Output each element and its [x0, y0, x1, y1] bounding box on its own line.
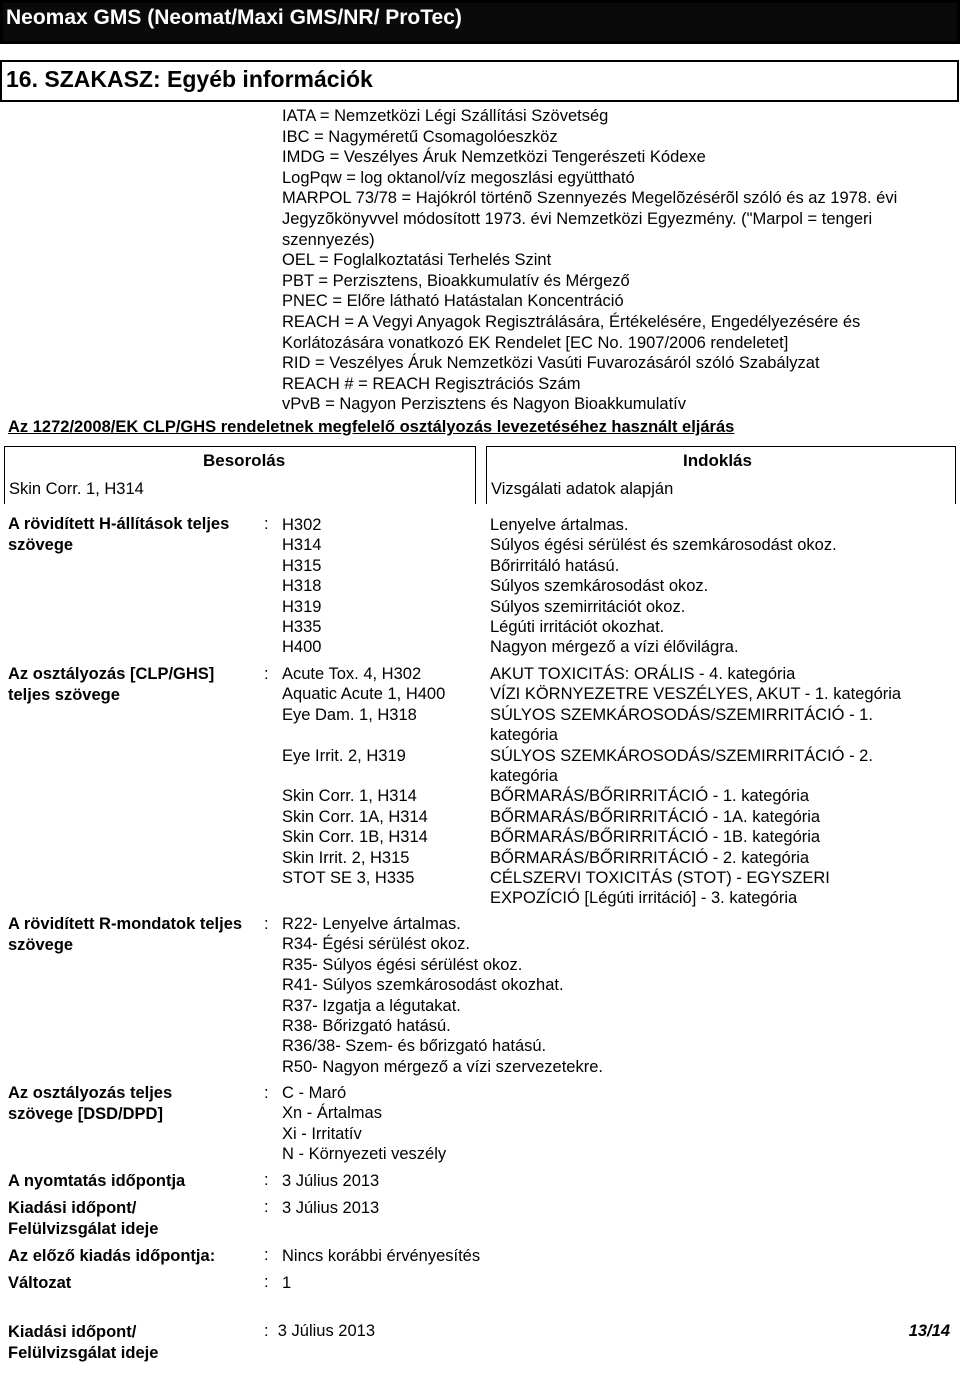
clp-code: Eye Dam. 1, H318 — [282, 705, 417, 724]
dsd-code: C - Maró — [282, 1084, 347, 1102]
classification-procedure-title: Az 1272/2008/EK CLP/GHS rendeletnek megfelelő osztályozás levezetéséhez használt eljárás — [8, 418, 735, 436]
clp-text: SÚLYOS SZEMKÁROSODÁS/SZEMIRRITÁCIÓ - 2. — [490, 746, 873, 765]
colon: : — [264, 1171, 269, 1189]
clp-text-list — [490, 664, 901, 909]
clp-code — [282, 725, 445, 745]
r-phrase: R38- Bőrizgató hatású. — [282, 1017, 451, 1036]
h-text-list — [490, 515, 837, 658]
abbreviation-item: OEL = Foglalkoztatási Terhelés Szint — [282, 251, 552, 270]
abbreviation-item: PBT = Perzisztens, Bioakkumulatív és Mérgező — [282, 271, 630, 290]
clp-text: VÍZI KÖRNYEZETRE VESZÉLYES, AKUT - 1. kategória — [490, 685, 902, 704]
abbreviation-item: vPvB = Nagyon Perzisztens és Nagyon Bioakkumulatív — [282, 395, 686, 414]
abbreviation-item: MARPOL 73/78 = Hajókról történõ Szennyezés Megelõzésérõl szóló és az 1978. évi Jegyzõkönyvvel módosított 1973. évi Nemzetközi Egyezmény. ("Marpol = tengeri szennyezés) — [282, 189, 898, 249]
clp-text: kategória — [490, 726, 558, 745]
colon: : — [264, 1322, 269, 1340]
clp-code: Eye Irrit. 2, H319 — [282, 746, 406, 765]
colon: : — [264, 665, 269, 683]
justification-header: Indoklás — [683, 451, 752, 470]
dsd-code: Xn - Ártalmas — [282, 1104, 382, 1123]
clp-classification-label: Az osztályozás [CLP/GHS] teljes szövege — [8, 665, 215, 704]
version-label: Változat — [8, 1274, 72, 1292]
r-phrase: R34- Égési sérülést okoz. — [282, 935, 471, 954]
h-code-list — [282, 515, 321, 658]
h-code: H319 — [282, 597, 322, 616]
clp-code: Skin Corr. 1A, H314 — [282, 807, 428, 826]
classification-table — [0, 446, 960, 503]
colon: : — [264, 515, 269, 533]
h-text: Súlyos szemirritációt okoz. — [490, 597, 686, 616]
dsd-classification-label: Az osztályozás teljes szövege [DSD/DPD] — [8, 1084, 173, 1123]
section-title: 16. SZAKASZ: Egyéb információk — [6, 66, 373, 92]
abbreviation-item: LogPqw = log oktanol/víz megoszlási együttható — [282, 168, 635, 187]
h-text: Súlyos égési sérülést és szemkárosodást okoz. — [490, 536, 837, 555]
dsd-code-list — [282, 1083, 446, 1165]
clp-code: Acute Tox. 4, H302 — [282, 665, 422, 683]
classification-header: Besorolás — [203, 451, 286, 470]
previous-issue-label: Az előző kiadás időpontja: — [8, 1247, 216, 1265]
version-value: 1 — [282, 1274, 292, 1292]
r-phrase: R35- Súlyos égési sérülést okoz. — [282, 955, 523, 974]
abbreviation-item: RID = Veszélyes Áruk Nemzetközi Vasúti Fuvarozásáról szóló Szabályzat — [282, 354, 820, 373]
r-phrase: R36/38- Szem- és bőrizgató hatású. — [282, 1037, 547, 1056]
dsd-code: N - Környezeti veszély — [282, 1145, 447, 1164]
r-phrase: R37- Izgatja a légutakat. — [282, 996, 461, 1015]
abbreviation-item: REACH # = REACH Regisztrációs Szám — [282, 374, 581, 393]
issue-date-label: Kiadási időpont/ Felülvizsgálat ideje — [8, 1199, 159, 1238]
clp-code: Skin Corr. 1, H314 — [282, 787, 417, 806]
abbreviation-item: PNEC = Előre látható Hatástalan Koncentráció — [282, 292, 624, 311]
r-phrase: R22- Lenyelve ártalmas. — [282, 915, 461, 933]
r-phrases-label: A rövidített R-mondatok teljes szövege — [8, 915, 243, 954]
footer-issue-label: Kiadási időpont/ Felülvizsgálat ideje — [8, 1323, 159, 1362]
clp-text: kategória — [490, 767, 558, 786]
issue-date-value: 3 Július 2013 — [282, 1199, 380, 1217]
clp-text: CÉLSZERVI TOXICITÁS (STOT) - EGYSZERI — [490, 869, 830, 888]
previous-issue-value: Nincs korábbi érvényesítés — [282, 1247, 481, 1265]
clp-text: BŐRMARÁS/BŐRIRRITÁCIÓ - 1A. kategória — [490, 807, 821, 826]
footer-date: 3 Július 2013 — [277, 1322, 376, 1340]
colon: : — [264, 915, 269, 933]
h-text: Lenyelve ártalmas. — [490, 516, 629, 534]
clp-code: Aquatic Acute 1, H400 — [282, 685, 446, 704]
h-statements-label: A rövidített H-állítások teljes szövege — [8, 515, 230, 554]
clp-text: BŐRMARÁS/BŐRIRRITÁCIÓ - 2. kategória — [490, 848, 810, 867]
colon: : — [264, 1246, 269, 1264]
colon: : — [264, 1198, 269, 1216]
h-text: Légúti irritációt okozhat. — [490, 618, 665, 637]
clp-text: EXPOZÍCIÓ [Légúti irritáció] - 3. kategória — [490, 889, 798, 908]
abbreviation-item: IMDG = Veszélyes Áruk Nemzetközi Tengerészeti Kódexe — [282, 148, 706, 167]
clp-text: SÚLYOS SZEMKÁROSODÁS/SZEMIRRITÁCIÓ - 1. — [490, 705, 873, 724]
r-phrase: R41- Súlyos szemkárosodást okozhat. — [282, 976, 564, 995]
abbreviation-item: IBC = Nagyméretű Csomagolóeszköz — [282, 127, 558, 146]
classification-column — [4, 446, 476, 504]
h-code: H314 — [282, 536, 322, 555]
h-code: H335 — [282, 618, 322, 637]
page-number: 13/14 — [908, 1322, 950, 1340]
justification-value: Vizsgálati adatok alapján — [491, 480, 674, 498]
clp-code: Skin Irrit. 2, H315 — [282, 848, 410, 867]
r-phrase-list — [282, 914, 603, 1077]
justification-column — [486, 446, 956, 504]
clp-text: AKUT TOXICITÁS: ORÁLIS - 4. kategória — [490, 665, 796, 683]
abbreviation-item: REACH = A Vegyi Anyagok Regisztrálására, Értékelésére, Engedélyezésére és Korlátozására vonatkozó EK Rendelet [EC No. 1907/2006 rendeletet] — [282, 312, 861, 352]
h-text: Súlyos szemkárosodást okoz. — [490, 577, 709, 596]
print-date-label: A nyomtatás időpontja — [8, 1172, 186, 1190]
clp-code-list — [282, 664, 445, 888]
product-title: Neomax GMS (Neomat/Maxi GMS/NR/ ProTec) — [6, 6, 462, 29]
colon: : — [264, 1084, 269, 1102]
clp-code — [282, 766, 445, 786]
print-date-value: 3 Július 2013 — [282, 1172, 380, 1190]
h-code: H302 — [282, 516, 322, 534]
abbreviation-list — [282, 106, 942, 415]
footer-issue-value — [264, 1322, 375, 1341]
dsd-code: Xi - Irritatív — [282, 1124, 362, 1143]
classification-value: Skin Corr. 1, H314 — [9, 480, 144, 498]
clp-code: STOT SE 3, H335 — [282, 869, 415, 888]
clp-code: Skin Corr. 1B, H314 — [282, 828, 428, 847]
h-code: H400 — [282, 638, 322, 657]
h-code: H315 — [282, 556, 322, 575]
abbreviation-item: IATA = Nemzetközi Légi Szállítási Szövetség — [282, 107, 609, 125]
clp-text: BŐRMARÁS/BŐRIRRITÁCIÓ - 1B. kategória — [490, 828, 821, 847]
clp-text: BŐRMARÁS/BŐRIRRITÁCIÓ - 1. kategória — [490, 787, 810, 806]
h-code: H318 — [282, 577, 322, 596]
r-phrase: R50- Nagyon mérgező a vízi szervezetekre. — [282, 1057, 603, 1076]
h-text: Nagyon mérgező a vízi élővilágra. — [490, 638, 739, 657]
h-text: Bőrirritáló hatású. — [490, 556, 620, 575]
colon: : — [264, 1273, 269, 1291]
